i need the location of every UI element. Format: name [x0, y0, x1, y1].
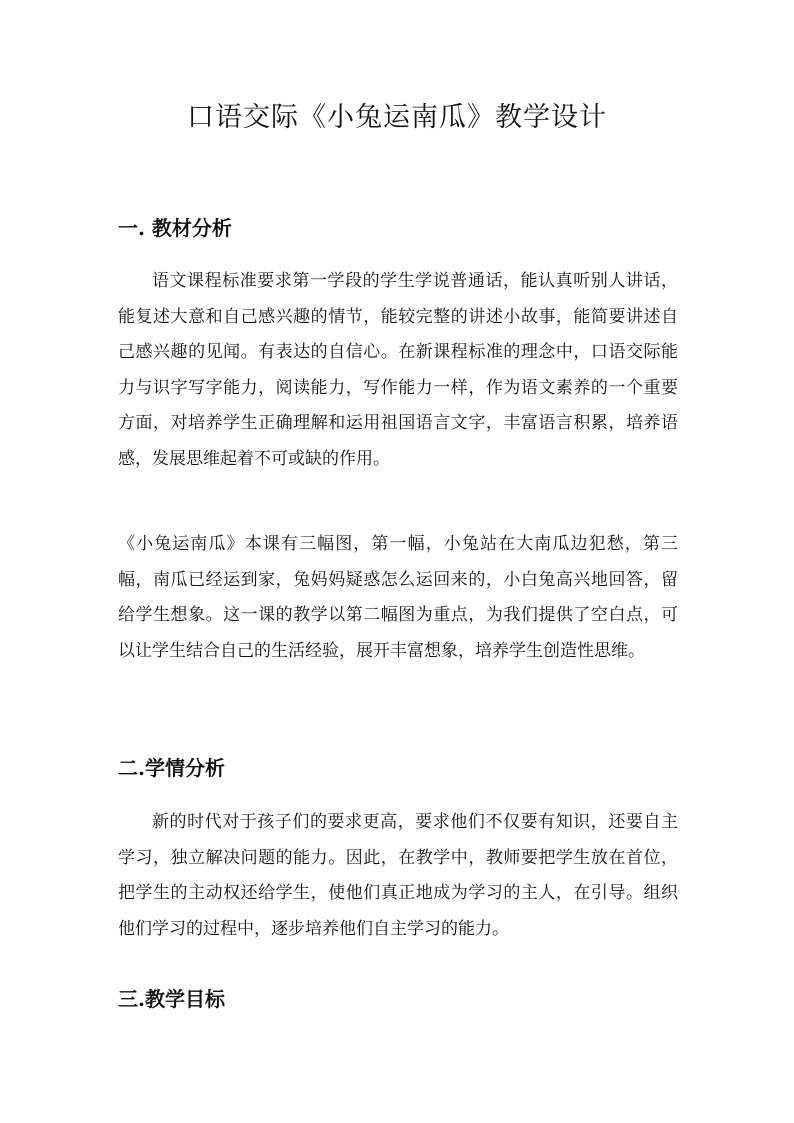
paragraph-curriculum-standard: 语文课程标准要求第一学段的学生学说普通话，能认真听别人讲话，能复述大意和自己感兴趣的情节，能较完整的讲述小故事，能简要讲述自己感兴趣的见闻。有表达的自信心。在新课程标准的理念中，口语交际能力与识字写字能力，阅读能力，写作能力一样，作为语文素养的一个重要方面，对培养学生正确理解和运用祖国语言文字，丰富语言积累，培养语感，发展思维起着不可或缺的作用。	[118, 271, 678, 469]
section-heading-learner-analysis: 二.学情分析	[118, 756, 225, 780]
paragraph-learner-analysis: 新的时代对于孩子们的要求更高，要求他们不仅要有知识，还要自主学习，独立解决问题的能力。因此，在教学中，教师要把学生放在首位，把学生的主动权还给学生，使他们真正地成为学习的主人，在引导。组织他们学习的过程中，逐步培养他们自主学习的能力。	[118, 812, 678, 939]
paragraph-lesson-overview: 《小兔运南瓜》本课有三幅图，第一幅，小兔站在大南瓜边犯愁，第三幅，南瓜已经运到家，兔妈妈疑惑怎么运回来的，小白兔高兴地回答，留给学生想象。这一课的教学以第二幅图为重点，为我们提供了空白点，可以让学生结合自己的生活经验，展开丰富想象，培养学生创造性思维。	[118, 534, 678, 661]
document-title: 口语交际《小兔运南瓜》教学设计	[187, 102, 607, 133]
section-heading-textbook-analysis: 一. 教材分析	[118, 216, 232, 240]
section-heading-teaching-objectives: 三.教学目标	[118, 987, 225, 1011]
